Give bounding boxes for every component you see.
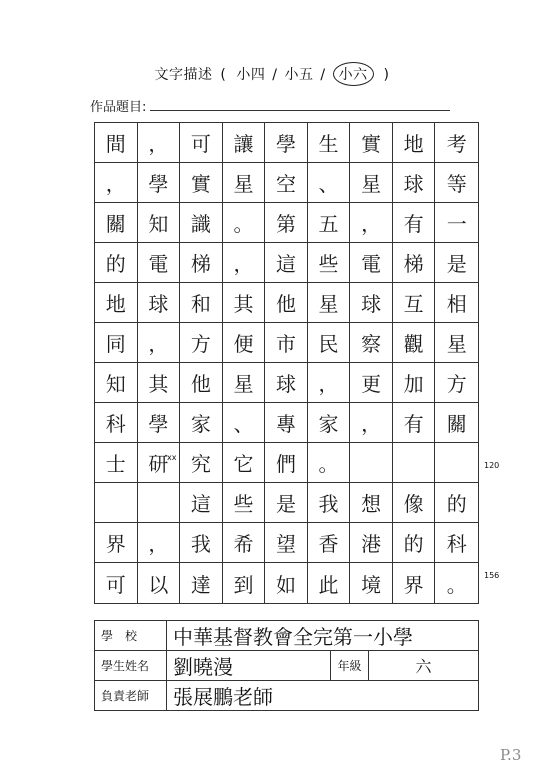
grid-cell: 家 xyxy=(180,403,223,443)
char-count-120: 120 xyxy=(484,461,500,470)
grid-cell: 有 xyxy=(393,203,436,243)
grid-cell: 方 xyxy=(435,363,478,403)
grid-cell: 察 xyxy=(350,323,393,363)
grid-cell: 。 xyxy=(308,443,351,483)
grid-cell: 電 xyxy=(350,243,393,283)
grid-cell: 希 xyxy=(223,523,266,563)
grid-cell: 是 xyxy=(265,483,308,523)
grid-cell: 專 xyxy=(265,403,308,443)
grid-cell: 想 xyxy=(350,483,393,523)
grid-cell: 和 xyxy=(180,283,223,323)
grid-cell: 研 xyxy=(138,443,181,483)
grid-cell: 梯 xyxy=(180,243,223,283)
open-paren: ( xyxy=(220,67,227,83)
writing-grid xyxy=(94,122,479,604)
grid-cell: 。 xyxy=(446,572,467,597)
grid-cell: 香 xyxy=(308,523,351,563)
grid-cell: 地 xyxy=(95,283,138,323)
grid-cell: 球 xyxy=(265,363,308,403)
grid-cell: ， xyxy=(308,363,351,403)
char-count-156: 156 xyxy=(484,571,500,580)
grid-cell: 方 xyxy=(180,323,223,363)
grid-cell: 學 xyxy=(138,163,181,203)
grid-cell: 學 xyxy=(265,123,308,163)
edit-mark: xx xyxy=(167,453,177,462)
grid-cell: 知 xyxy=(138,203,181,243)
grid-cell: ， xyxy=(95,163,138,203)
grid-cell: 境 xyxy=(350,563,393,603)
grid-cell: 間 xyxy=(95,123,138,163)
info-table xyxy=(94,620,479,711)
grid-cell: 梯 xyxy=(393,243,436,283)
student-row xyxy=(95,651,479,681)
grid-cell: 識 xyxy=(180,203,223,243)
separator: / xyxy=(320,67,326,83)
grid-cell: 有 xyxy=(393,403,436,443)
grid-cell: ， xyxy=(223,243,266,283)
school-row xyxy=(95,621,479,651)
grid-cell: 星 xyxy=(308,283,351,323)
grid-cell: 關 xyxy=(435,403,478,443)
grid-cell: ， xyxy=(350,203,393,243)
grid-cell: 等 xyxy=(435,163,478,203)
grid-cell xyxy=(138,483,181,523)
option-grade-4: 小四 xyxy=(236,67,266,83)
grid-cell: 第 xyxy=(265,203,308,243)
topic-blank-line xyxy=(150,110,450,111)
grid-cell: 星 xyxy=(223,163,266,203)
grid-cell: 的 xyxy=(95,243,138,283)
separator: / xyxy=(272,67,278,83)
grid-cell xyxy=(95,483,138,523)
option-grade-6-circled: 小六 xyxy=(333,62,374,86)
grid-cell: ， xyxy=(138,523,181,563)
form-title xyxy=(0,62,547,86)
teacher-row xyxy=(95,681,479,711)
grid-cell: ， xyxy=(138,323,181,363)
title-text: 文字描述 xyxy=(154,67,213,83)
option-grade-5: 小五 xyxy=(284,67,314,83)
grid-cell xyxy=(435,443,478,483)
grid-cell: 地 xyxy=(393,123,436,163)
topic-label: 作品題目: xyxy=(90,100,147,115)
grid-cell: 界 xyxy=(95,523,138,563)
grid-cell: 他 xyxy=(265,283,308,323)
grid-cell: 。 xyxy=(223,203,266,243)
student-name-label: 學生姓名 xyxy=(95,651,167,681)
grid-cell: 它 xyxy=(223,443,266,483)
grid-cell: 市 xyxy=(265,323,308,363)
grid-cell: 星 xyxy=(223,363,266,403)
grid-cell xyxy=(393,443,436,483)
grid-cell: 我 xyxy=(308,483,351,523)
grid-cell: 、 xyxy=(223,403,266,443)
grid-cell: 科 xyxy=(435,523,478,563)
grid-cell: 他 xyxy=(180,363,223,403)
grade-value: 六 xyxy=(369,651,479,681)
grade-label: 年級 xyxy=(331,651,369,681)
grid-cell: 的 xyxy=(435,483,478,523)
grid-cell: 望 xyxy=(265,523,308,563)
grid-cell: 這 xyxy=(180,483,223,523)
grid-cell: 到 xyxy=(223,563,266,603)
grid-cell: 民 xyxy=(308,323,351,363)
grid-cell: 達 xyxy=(180,563,223,603)
grid-cell: 士 xyxy=(95,443,138,483)
school-label: 學 校 xyxy=(95,621,167,651)
grid-cell: ， xyxy=(350,403,393,443)
grid-cell: 球 xyxy=(350,283,393,323)
grid-cell: 實 xyxy=(350,123,393,163)
grid-cell: 同 xyxy=(95,323,138,363)
grid-cell: 其 xyxy=(223,283,266,323)
grid-cell: 相 xyxy=(435,283,478,323)
grid-cell: 觀 xyxy=(393,323,436,363)
grid-cell: 考 xyxy=(435,123,478,163)
grid-cell: 便 xyxy=(223,323,266,363)
grid-cell: 科 xyxy=(95,403,138,443)
grid-cell: 些 xyxy=(223,483,266,523)
grid-cell: 生 xyxy=(308,123,351,163)
grid-cell: 加 xyxy=(393,363,436,403)
grid-cell: 究 xyxy=(180,443,223,483)
grid-cell: 以 xyxy=(138,563,181,603)
school-value: 中華基督教會全完第一小學 xyxy=(167,621,479,651)
grid-cell: 界 xyxy=(393,563,436,603)
close-paren: ) xyxy=(383,67,390,83)
grid-cell: 可 xyxy=(180,123,223,163)
grid-cell: 五 xyxy=(308,203,351,243)
grid-cell: 家 xyxy=(308,403,351,443)
grid-cell: 關 xyxy=(95,203,138,243)
grid-cell: 這 xyxy=(265,243,308,283)
grid-cell: 更 xyxy=(350,363,393,403)
grid-cell: 星 xyxy=(435,323,478,363)
grid-cell: 其 xyxy=(138,363,181,403)
grid-cell: 互 xyxy=(393,283,436,323)
grid-cell: 些 xyxy=(308,243,351,283)
grid-cell: 學 xyxy=(138,403,181,443)
grid-cell: 電 xyxy=(138,243,181,283)
grid-cell: 是 xyxy=(435,243,478,283)
grid-cell: 們 xyxy=(265,443,308,483)
page-number: P.3 xyxy=(500,746,522,764)
grid-cell: 空 xyxy=(265,163,308,203)
grid-cell: 球 xyxy=(138,283,181,323)
teacher-value: 張展鵬老師 xyxy=(167,681,479,711)
grid-cell: 像 xyxy=(393,483,436,523)
grid-cell xyxy=(350,443,393,483)
grid-cell: 星 xyxy=(350,163,393,203)
grid-cell: 一 xyxy=(435,203,478,243)
teacher-label: 負責老師 xyxy=(95,681,167,711)
grid-cell: 讓 xyxy=(223,123,266,163)
grid-cell: 、 xyxy=(308,163,351,203)
grid-cell: 如 xyxy=(265,563,308,603)
grid-cell: 我 xyxy=(180,523,223,563)
grid-cell: 的 xyxy=(393,523,436,563)
grid-cell: 球 xyxy=(393,163,436,203)
grid-cell: 港 xyxy=(350,523,393,563)
grid-cell: 此 xyxy=(308,563,351,603)
grid-cell: ， xyxy=(138,123,181,163)
grid-cell: 知 xyxy=(95,363,138,403)
grid-cell: 實 xyxy=(180,163,223,203)
grid-cell: 可 xyxy=(95,563,138,603)
student-name-value: 劉曉漫 xyxy=(167,651,331,681)
